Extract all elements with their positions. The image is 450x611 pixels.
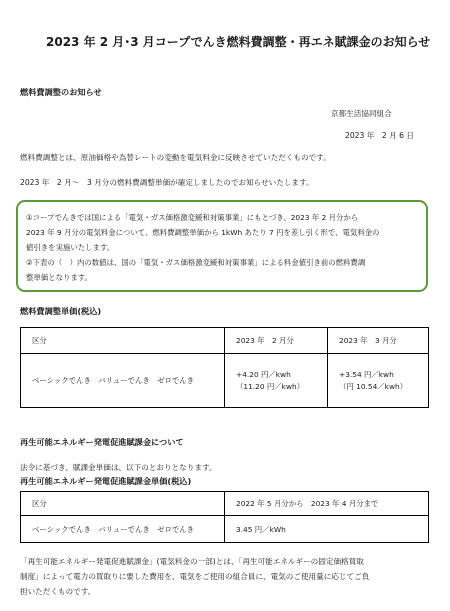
fuel-rate-table-heading: 燃料費調整単価(税込) bbox=[20, 306, 102, 316]
fuel-rate-table bbox=[20, 327, 429, 408]
fuel-adjustment-heading: 燃料費調整のお知らせ bbox=[20, 87, 102, 97]
renewable-levy-heading: 再生可能エネルギー発電促進賦課金について bbox=[20, 437, 184, 447]
header-feb: 2023 年 2 月分 bbox=[225, 328, 328, 354]
notice-date: 2023 年 2 月 6 日 bbox=[345, 131, 415, 140]
plan-category: ベーシックでんき バリューでんき ゼロでんき bbox=[21, 516, 225, 543]
plan-category: ベーシックでんき バリューでんき ゼロでんき bbox=[21, 354, 225, 408]
subsidy-notice-box bbox=[16, 200, 428, 292]
page-title: 2023 年 2 月･3 月コープでんき燃料費調整・再エネ賦課金のお知らせ bbox=[46, 35, 431, 49]
renewable-table-heading: 再生可能エネルギー発電促進賦課金単価(税込) bbox=[20, 476, 192, 486]
fuel-adjustment-definition: 燃料費調整とは、原油価格や為替レートの変動を電気料金に反映させていただくものです。 bbox=[20, 153, 331, 162]
renewable-levy-table bbox=[20, 491, 429, 543]
table-header-row bbox=[21, 492, 429, 516]
mar-rate-cell bbox=[328, 354, 429, 408]
footer-line: 制度」によって電力の買取りに要した費用を、電気をご使用の組合員に、電気のご使用量に応じてご負 bbox=[20, 572, 370, 581]
header-mar: 2023 年 3 月分 bbox=[328, 328, 429, 354]
table-row bbox=[21, 354, 429, 408]
table-row bbox=[21, 516, 429, 543]
header-category: 区分 bbox=[21, 492, 225, 516]
notice-line: 値引きを実施いたします。 bbox=[26, 243, 115, 252]
mar-rate-before-discount: （円 10.54／kwh） bbox=[339, 381, 408, 391]
mar-rate: +3.54 円／kwh bbox=[339, 369, 394, 379]
feb-rate: +4.20 円／kwh bbox=[236, 369, 291, 379]
table-header-row bbox=[21, 328, 429, 354]
feb-rate-before-discount: （11.20 円／kwh） bbox=[236, 381, 305, 391]
organization-name: 京都生活協同組合 bbox=[331, 109, 392, 118]
header-period: 2022 年 5 月分から 2023 年 4 月分まで bbox=[225, 492, 429, 516]
fuel-adjustment-announcement: 2023 年 2 月～ 3 月分の燃料費調整単価が確定しましたのでお知らせいたします。 bbox=[20, 178, 314, 187]
levy-rate: 3.45 円／kWh bbox=[225, 516, 429, 543]
footer-line: 「再生可能エネルギー発電促進賦課金」(電気料金の一部)とは、「再生可能エネルギーの固定価格買取 bbox=[20, 557, 364, 566]
notice-line: ②下表の（ ）内の数値は、国の「電気・ガス価格激変緩和対策事業」による料金値引き前の燃料費調 bbox=[26, 258, 366, 267]
header-category: 区分 bbox=[21, 328, 225, 354]
notice-line: ①コープでんきでは国による「電気・ガス価格激変緩和対策事業」にもとづき、2023 年 2 月分から bbox=[26, 213, 359, 222]
notice-line: 2023 年 9 月分の電気料金について、燃料費調整単価から 1kWh あたり 7 円を差し引く形で、電気料金の bbox=[26, 228, 380, 237]
footer-line: 担いただくものです。 bbox=[20, 587, 96, 596]
renewable-levy-intro: 法令に基づき、賦課金単価は、以下のとおりとなります。 bbox=[20, 463, 217, 472]
feb-rate-cell bbox=[225, 354, 328, 408]
notice-line: 整単価となります。 bbox=[26, 273, 92, 282]
